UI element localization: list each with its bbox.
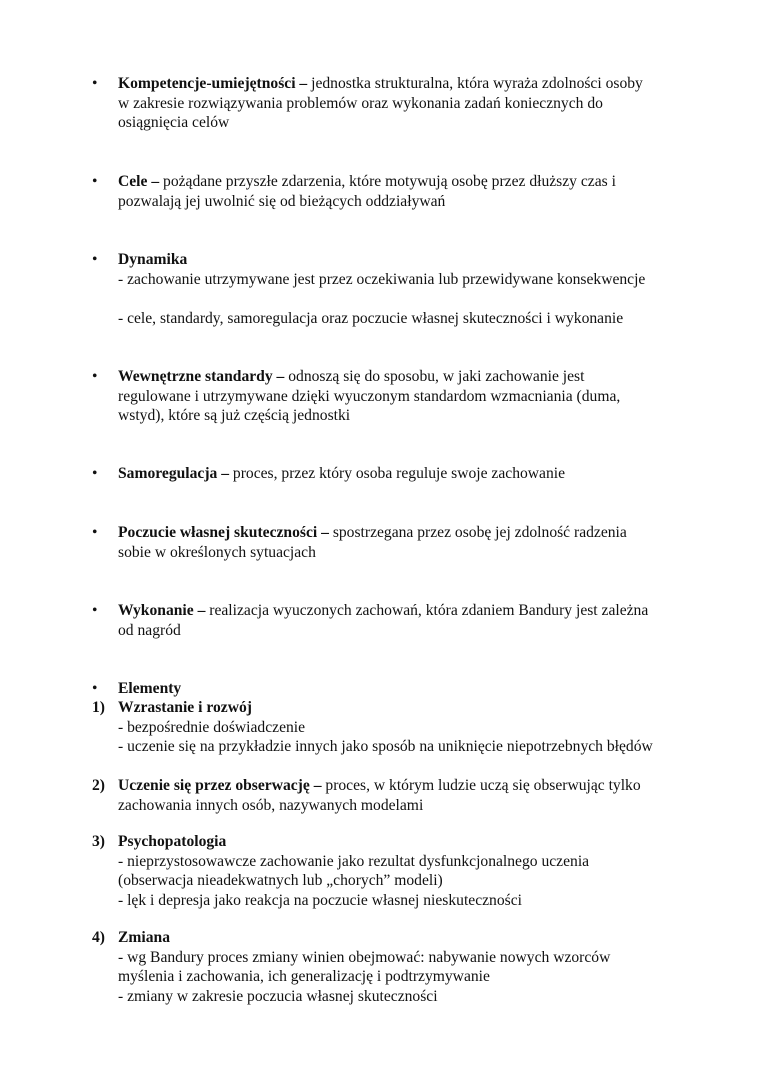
definition-line: proces, przez który osoba reguluje swoje zachowanie: [229, 465, 566, 482]
definition-line: jednostka strukturalna, która wyraża zdolności osoby: [307, 75, 643, 92]
bullet-marker: •: [92, 465, 98, 482]
bullet-marker: •: [92, 680, 98, 697]
definition-line: od nagród: [118, 621, 181, 639]
definition-line: regulowane i utrzymywane dzięki wyuczonym standardom wzmacniania (duma,: [118, 387, 621, 405]
term-skutecznosc: Poczucie własnej skuteczności –: [118, 524, 329, 541]
term-samoregulacja: Samoregulacja –: [118, 465, 230, 482]
term-standardy: Wewnętrzne standardy –: [118, 368, 285, 385]
item-number: 1): [92, 699, 105, 716]
definition-line: - zachowanie utrzymywane jest przez oczekiwania lub przewidywane konsekwencje: [118, 270, 646, 288]
item-line: - wg Bandury proces zmiany winien obejmować: nabywanie nowych wzorców: [118, 948, 611, 966]
item-line: (obserwacja nieadekwatnych lub „chorych” modeli): [118, 872, 443, 889]
item-number: 2): [92, 777, 105, 794]
definition-line: - cele, standardy, samoregulacja oraz poczucie własnej skuteczności i wykonanie: [118, 309, 624, 327]
item-term: Psychopatologia: [118, 833, 227, 850]
bullet-marker: •: [92, 602, 98, 619]
item-line: - bezpośrednie doświadczenie: [118, 718, 306, 736]
item-number: 3): [92, 833, 105, 850]
definition-line: spostrzegana przez osobę jej zdolność radzenia: [328, 524, 627, 541]
bullet-marker: •: [92, 251, 98, 268]
definition-line: pozwalają jej uwolnić się od bieżących oddziaływań: [118, 192, 446, 210]
item-term: Wzrastanie i rozwój: [118, 699, 252, 716]
item-term: Uczenie się przez obserwację –: [118, 777, 322, 794]
item-number: 4): [92, 929, 105, 946]
definition-line: odnoszą się do sposobu, w jaki zachowanie jest: [284, 368, 585, 385]
definition-line: w zakresie rozwiązywania problemów oraz wykonania zadań koniecznych do: [118, 94, 603, 112]
item-line: myślenia i zachowania, ich generalizację i podtrzymywanie: [118, 968, 490, 985]
term-elementy: Elementy: [118, 680, 182, 697]
definition-line: pożądane przyszłe zdarzenia, które motywują osobę przez dłuższy czas i: [159, 173, 616, 190]
item-line: - lęk i depresja jako reakcja na poczucie własnej nieskuteczności: [118, 891, 522, 909]
definition-line: sobie w określonych sytuacjach: [118, 543, 316, 561]
item-line: - zmiany w zakresie poczucia własnej skuteczności: [118, 987, 438, 1005]
term-kompetencje: Kompetencje-umiejętności –: [118, 75, 308, 92]
term-wykonanie: Wykonanie –: [118, 602, 206, 619]
item-line: - nieprzystosowawcze zachowanie jako rezultat dysfunkcjonalnego uczenia: [118, 852, 590, 870]
bullet-marker: •: [92, 75, 98, 92]
item-term: Zmiana: [118, 929, 170, 946]
item-line: proces, w którym ludzie uczą się obserwując tylko: [321, 777, 641, 794]
definition-line: realizacja wyuczonych zachowań, która zdaniem Bandury jest zależna: [205, 602, 649, 619]
term-dynamika: Dynamika: [118, 251, 188, 268]
item-line: zachowania innych osób, nazywanych modelami: [118, 796, 424, 814]
bullet-marker: •: [92, 173, 98, 190]
definition-line: wstyd), które są już częścią jednostki: [118, 407, 351, 424]
bullet-marker: •: [92, 368, 98, 385]
item-line: - uczenie się na przykładzie innych jako sposób na uniknięcie niepotrzebnych błędów: [118, 738, 653, 755]
term-cele: Cele –: [118, 173, 160, 190]
definition-line: osiągnięcia celów: [118, 114, 230, 131]
bullet-marker: •: [92, 524, 98, 541]
